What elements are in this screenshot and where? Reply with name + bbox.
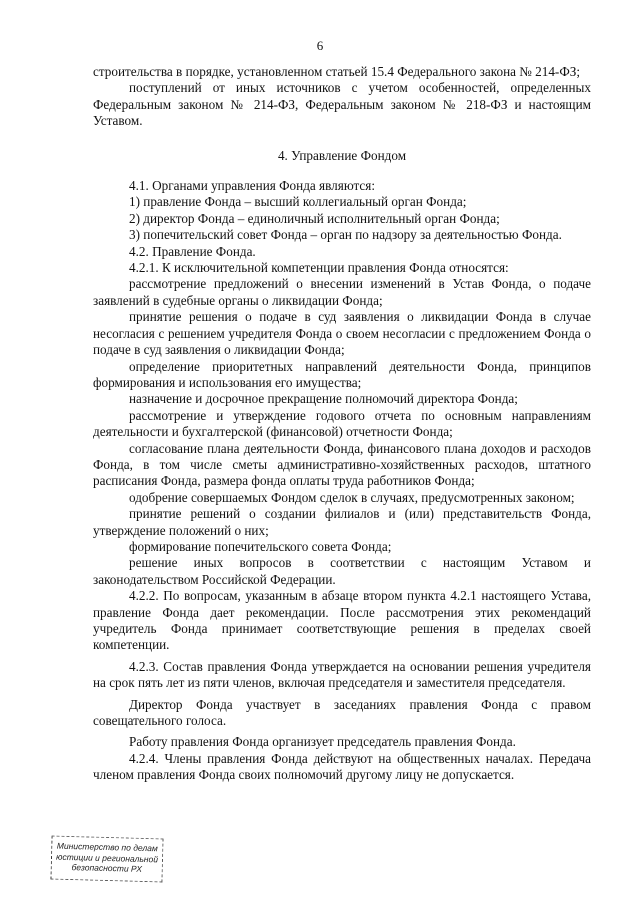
paragraph: назначение и досрочное прекращение полномочий директора Фонда; [129,391,518,407]
document-body [93,64,591,784]
paragraph: Работу правления Фонда организует председатель правления Фонда. [129,734,516,750]
list-item: 1) правление Фонда – высший коллегиальный орган Фонда; [129,194,467,210]
stamp-line: Министерство по делам [56,840,158,854]
paragraph: решение иных вопросов в соответствии с настоящим Уставом и законодательством Российской Федерации. [93,555,591,587]
paragraph: определение приоритетных направлений деятельности Фонда, принципов формирования и использования его имущества; [93,358,591,390]
page-number: 6 [316,38,324,53]
paragraph: 4.2.4. Члены правления Фонда действуют на общественных началах. Передача членом правления Фонда своих полномочий другому лицу не допускается. [93,750,591,783]
paragraph: одобрение совершаемых Фондом сделок в случаях, предусмотренных законом; [129,489,575,505]
paragraph: принятие решения о подаче в суд заявления о ликвидации Фонда в случае несогласия с решением учредителя Фонда о своем несогласии с предложением Фонда о подаче в суд заявления о ликвидации Фонда; [93,309,591,358]
paragraph: 4.2.3. Состав правления Фонда утверждается на основании решения учредителя на срок пять лет из пяти членов, включая председателя и заместителя председателя. [93,658,591,691]
paragraph: поступлений от иных источников с учетом особенностей, определенных Федеральным законом № 214-ФЗ, Федеральным законом № 218-ФЗ и настоящим Уставом. [93,80,591,129]
stamp-line: юстиции и региональной [55,851,159,864]
paragraph: согласование плана деятельности Фонда, финансового плана доходов и расходов Фонда, в том числе сметы административно-хозяйственных расходов, штатного расписания Фонда, размера фонда оплаты труда работников Фонда; [93,440,591,489]
paragraph: Директор Фонда участвует в заседаниях правления Фонда с правом совещательного голоса. [93,696,591,729]
section-heading: 4. Управление Фондом [277,147,407,163]
registration-stamp [50,836,163,883]
paragraph: строительства в порядке, установленном статьей 15.4 Федерального закона № 214-ФЗ; [93,64,581,79]
paragraph: 4.2.1. К исключительной компетенции правления Фонда относятся: [129,260,509,276]
list-item: 2) директор Фонда – единоличный исполнительный орган Фонда; [129,210,500,226]
stamp-line: безопасности РХ [71,862,143,874]
list-item: 3) попечительский совет Фонда – орган по надзору за деятельностью Фонда. [129,227,562,243]
paragraph: 4.1. Органами управления Фонда являются: [129,178,376,194]
paragraph: 4.2.2. По вопросам, указанным в абзаце втором пункта 4.2.1 настоящего Устава, правление Фонда дает рекомендации. После рассмотрения этих рекомендаций учредитель Фонда принимает соответствующие решения в пределах своей компетенции. [93,588,591,653]
paragraph: 4.2. Правление Фонда. [129,243,256,259]
paragraph: принятие решений о создании филиалов и (или) представительств Фонда, утверждение положений о них; [93,506,591,538]
paragraph: рассмотрение и утверждение годового отчета по основным направлениям деятельности и бухгалтерской (финансовой) отчетности Фонда; [93,407,591,440]
paragraph: рассмотрение предложений о внесении изменений в Устав Фонда, о подаче заявлений в судебные органы о ликвидации Фонда; [93,276,591,308]
paragraph: формирование попечительского совета Фонда; [129,538,392,554]
